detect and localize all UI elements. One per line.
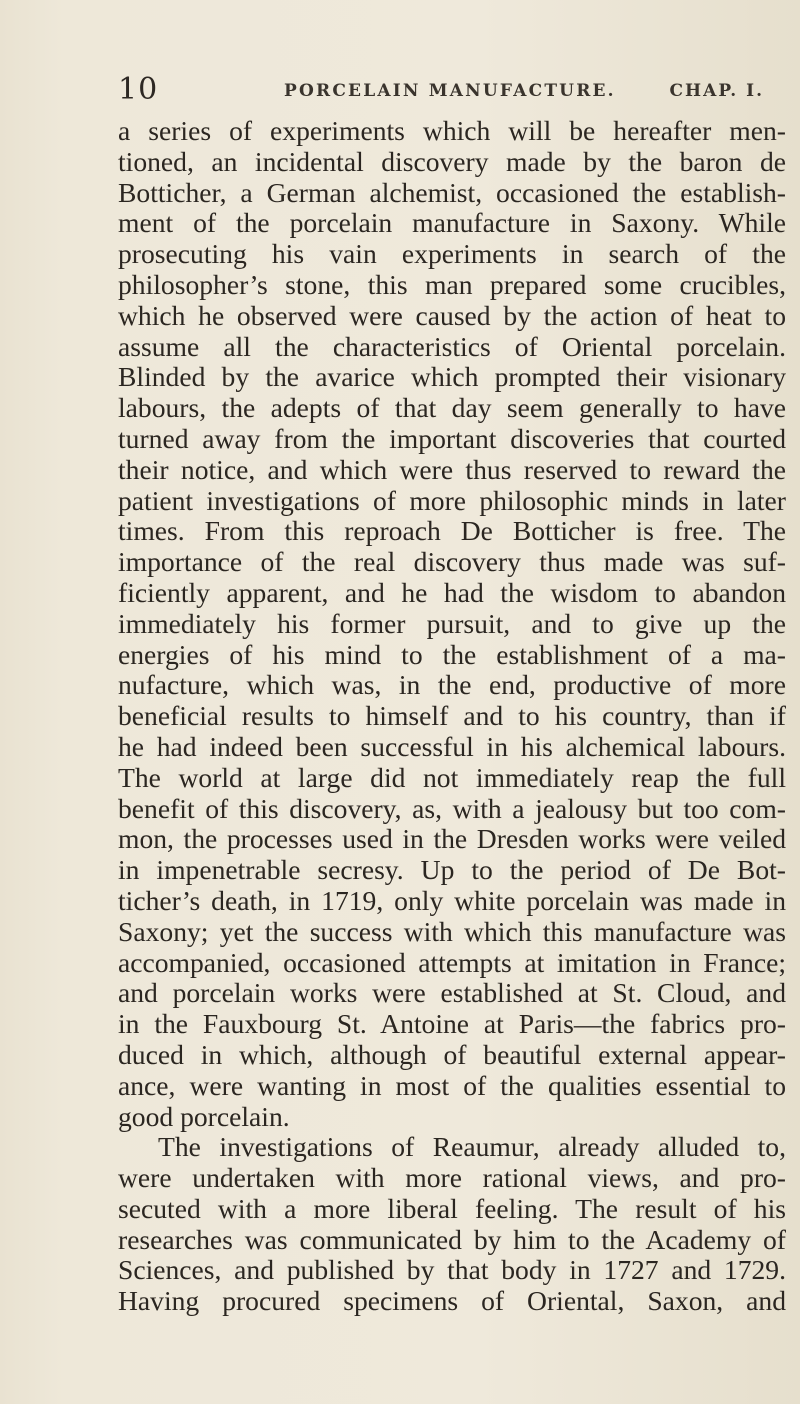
text-line: in the Fauxbourg St. Antoine at Paris—the fabrics pro- (118, 1008, 786, 1040)
page-number: 10 (118, 72, 159, 107)
paragraph-2 (118, 1132, 786, 1317)
paragraph-1 (118, 116, 786, 1132)
text-line: Having procured specimens of Oriental, Saxon, and (118, 1285, 786, 1317)
text-line: prosecuting his vain experiments in search of the (118, 238, 786, 270)
text-line: in impenetrable secresy. Up to the period of De Bot- (118, 854, 786, 886)
text-line: nufacture, which was, in the end, productive of more (118, 669, 786, 701)
text-line: patient investigations of more philosophic minds in later (118, 484, 786, 516)
text-line: ment of the porcelain manufacture in Saxony. While (118, 207, 786, 239)
text-line: duced in which, although of beautiful external appear- (118, 1038, 786, 1070)
text-line: benefit of this discovery, as, with a jealousy but too com- (118, 792, 786, 824)
text-line: a series of experiments which will be hereafter men- (118, 115, 786, 146)
text-line: accompanied, occasioned attempts at imitation in France; (118, 946, 786, 978)
text-line: times. From this reproach De Botticher is free. The (118, 515, 786, 547)
text-line: ficiently apparent, and he had the wisdom to abandon (118, 576, 786, 608)
running-title: PORCELAIN MANUFACTURE. (284, 81, 616, 101)
text-line: their notice, and which were thus reserved to reward the (118, 453, 786, 485)
text-line: The investigations of Reaumur, already alluded to, (158, 1131, 786, 1163)
text-line: were undertaken with more rational views, and pro- (118, 1162, 786, 1194)
text-line: researches was communicated by him to the Academy of (118, 1223, 786, 1255)
chapter-label: CHAP. I. (669, 81, 764, 101)
text-line: ticher’s death, in 1719, only white porcelain was made in (118, 884, 786, 916)
text-line: energies of his mind to the establishment of a ma- (118, 638, 786, 670)
text-line: secuted with a more liberal feeling. The result of his (118, 1192, 786, 1224)
text-line: turned away from the important discoveries that courted (118, 422, 786, 454)
text-line: good porcelain. (118, 1100, 290, 1132)
text-line: mon, the processes used in the Dresden works were veiled (118, 823, 786, 855)
text-line: importance of the real discovery thus made was suf- (118, 546, 786, 578)
text-line: which he observed were caused by the action of heat to (118, 299, 786, 331)
text-line: Botticher, a German alchemist, occasioned the establish- (118, 176, 786, 208)
text-line: philosopher’s stone, this man prepared some crucibles, (118, 268, 786, 300)
text-line: labours, the adepts of that day seem generally to have (118, 392, 786, 424)
running-head (118, 72, 772, 112)
text-line: assume all the characteristics of Oriental porcelain. (118, 330, 786, 362)
text-line: tioned, an incidental discovery made by the baron de (118, 145, 786, 177)
text-line: Sciences, and published by that body in 1727 and 1729. (118, 1254, 786, 1286)
text-line: he had indeed been successful in his alchemical labours. (118, 730, 786, 762)
text-line: immediately his former pursuit, and to give up the (118, 607, 786, 639)
text-line: ance, were wanting in most of the qualities essential to (118, 1069, 786, 1101)
body-text (118, 116, 786, 1317)
text-line: beneficial results to himself and to his country, than if (118, 700, 786, 732)
text-line: The world at large did not immediately reap the full (118, 761, 786, 793)
text-line: and porcelain works were established at St. Cloud, and (118, 977, 786, 1009)
text-line: Saxony; yet the success with which this manufacture was (118, 915, 786, 947)
text-line: Blinded by the avarice which prompted their visionary (118, 361, 786, 393)
